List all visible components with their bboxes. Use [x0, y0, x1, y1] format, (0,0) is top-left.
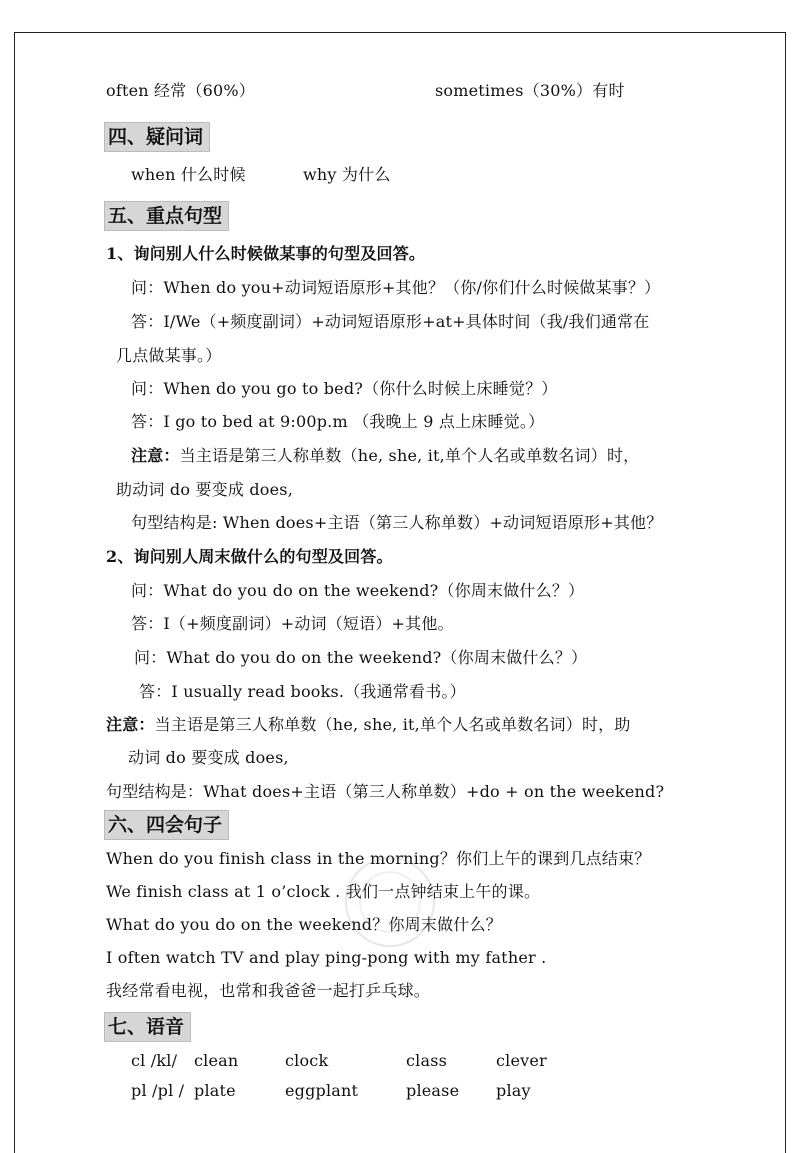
- sentence-line: I often watch TV and play ping-pong with my father .: [106, 948, 547, 967]
- question-word-when: when 什么时候: [131, 165, 246, 184]
- phonics-word: play: [496, 1081, 531, 1100]
- question-word-why: why 为什么: [303, 165, 391, 184]
- part1-title: 1、询问别人什么时候做某事的句型及回答。: [106, 244, 426, 263]
- part2-note: [106, 714, 631, 736]
- phonics-word: class: [406, 1051, 448, 1070]
- part1-answer-pattern-2: 几点做某事。）: [116, 346, 222, 365]
- frequency-often: often 经常（60%）: [106, 81, 256, 100]
- part1-note: [131, 445, 639, 467]
- phonics-sound: cl /kl/: [131, 1051, 178, 1070]
- sentence-line: What do you do on the weekend？你周末做什么？: [106, 915, 502, 934]
- phonics-word: please: [406, 1081, 460, 1100]
- note-label: 注意：: [131, 446, 180, 465]
- phonics-word: clean: [194, 1051, 239, 1070]
- part2-title: 2、询问别人周末做什么的句型及回答。: [106, 547, 393, 566]
- part1-structure: 句型结构是: When does+主语（第三人称单数）+动词短语原形+其他？: [131, 513, 663, 532]
- phonics-sound: pl /pl /: [131, 1081, 185, 1100]
- part1-question-example: 问：When do you go to bed?（你什么时候上床睡觉？）: [131, 379, 558, 398]
- part2-answer-pattern: 答：I（+频度副词）+动词（短语）+其他。: [131, 614, 454, 633]
- phonics-word: eggplant: [285, 1081, 359, 1100]
- part2-question-pattern: 问：What do you do on the weekend?（你周末做什么？）: [131, 581, 585, 600]
- part1-answer-pattern-1: 答：I/We（+频度副词）+动词短语原形+at+具体时间（我/我们通常在: [131, 312, 650, 331]
- part2-structure: 句型结构是：What does+主语（第三人称单数）+do + on the weekend?: [106, 782, 665, 801]
- sentence-line: 我经常看电视，也常和我爸爸一起打乒乓球。: [106, 981, 431, 1000]
- part1-answer-example: 答：I go to bed at 9:00p.m （我晚上 9 点上床睡觉。）: [131, 412, 545, 431]
- part2-note-2: 动词 do 要变成 does,: [128, 748, 289, 767]
- sentence-line: We finish class at 1 o’clock . 我们一点钟结束上午的课。: [106, 882, 541, 901]
- phonics-word: clever: [496, 1051, 547, 1070]
- sentence-line: When do you finish class in the morning？你们上午的课到几点结束？: [106, 849, 651, 868]
- section-heading-question-words: 四、疑问词: [104, 122, 210, 152]
- part1-note-2: 助动词 do 要变成 does,: [116, 480, 293, 499]
- phonics-word: clock: [285, 1051, 329, 1070]
- section-heading-four-skill-sentences: 六、四会句子: [104, 810, 229, 840]
- note-text: 当主语是第三人称单数（he, she, it,单个人名或单数名词）时，: [179, 446, 640, 465]
- note-label: 注意：: [106, 715, 155, 734]
- part2-question-example: 问：What do you do on the weekend?（你周末做什么？）: [134, 648, 588, 667]
- note-text: 当主语是第三人称单数（he, she, it,单个人名或单数名词）时，助: [154, 715, 631, 734]
- section-heading-phonics: 七、语音: [104, 1012, 191, 1042]
- frequency-sometimes: sometimes（30%）有时: [435, 81, 625, 100]
- part2-answer-example: 答：I usually read books.（我通常看书。）: [139, 682, 466, 701]
- phonics-word: plate: [194, 1081, 236, 1100]
- section-heading-key-sentences: 五、重点句型: [104, 201, 229, 231]
- part1-question-pattern: 问：When do you+动词短语原形+其他？（你/你们什么时候做某事？）: [131, 278, 661, 297]
